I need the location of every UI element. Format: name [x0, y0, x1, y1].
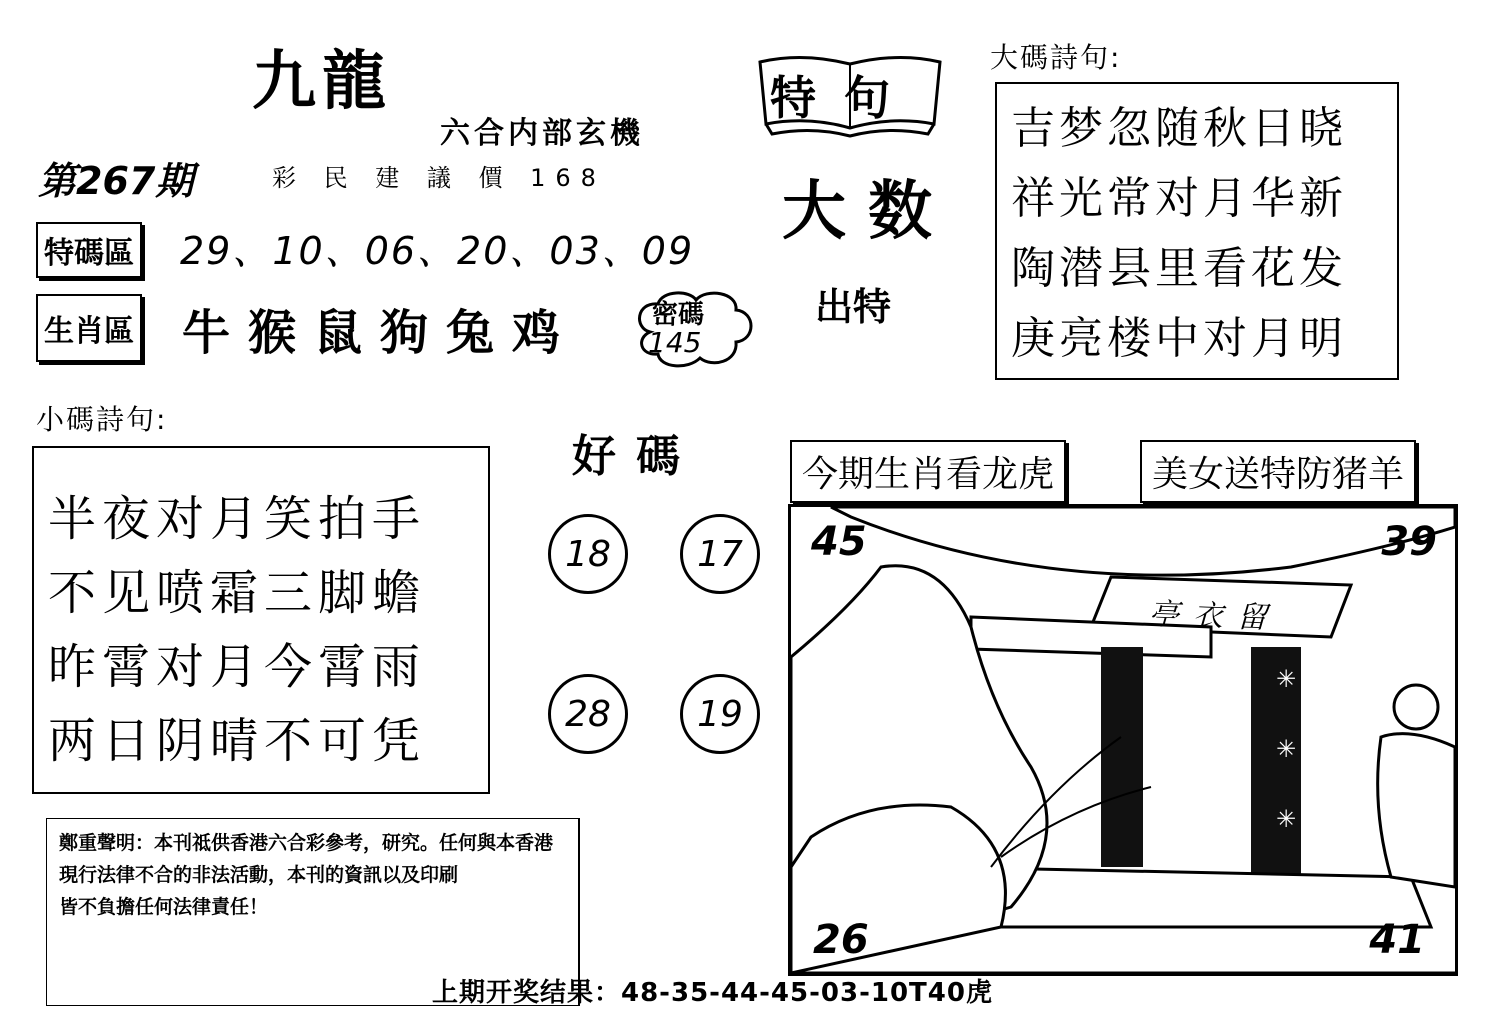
big-poem-line: 吉梦忽随秋日晓 [1011, 103, 1347, 154]
big-poem-title: 大碼詩句: [990, 41, 1122, 74]
good-number-circle: 18 [548, 514, 628, 594]
special-phrase-small: 出特 [815, 285, 892, 329]
good-number-circle: 19 [680, 674, 760, 754]
small-poem-line: 半夜对月笑拍手 [48, 491, 427, 547]
special-zone-label: 特碼區 [36, 222, 142, 278]
pavilion-illustration [788, 504, 1458, 976]
special-phrase-book [752, 52, 948, 138]
last-result: 上期开奖结果：48-35-44-45-03-10T40虎 [432, 978, 993, 1008]
secret-code-value: 145 [648, 326, 702, 359]
secret-code-cloud [630, 288, 758, 370]
zodiac-values: 牛猴鼠狗兔鸡 [182, 305, 579, 361]
svg-text:✳: ✳ [1276, 805, 1297, 833]
small-poem-box [32, 446, 490, 794]
small-poem-line: 昨霄对月今霄雨 [48, 639, 427, 695]
big-poem-box [995, 82, 1399, 380]
good-numbers-label: 好碼 [572, 431, 700, 482]
corner-number-top-left: 45 [811, 519, 867, 565]
big-poem-line: 庚亮楼中对月明 [1011, 313, 1347, 364]
big-poem-line: 祥光常对月华新 [1011, 173, 1347, 224]
zodiac-tip-tag: 今期生肖看龙虎 [790, 440, 1066, 503]
pavilion-sign-text: 亭衣留 [1148, 596, 1282, 637]
big-poem-line: 陶潜县里看花发 [1011, 243, 1347, 294]
small-poem-title: 小碼詩句: [36, 403, 168, 436]
legal-notice-line: 鄭重聲明：本刊祗供香港六合彩參考，研究。任何與本香港 [59, 832, 554, 854]
special-phrase-big: 大数 [782, 175, 954, 249]
good-number-circle: 17 [680, 514, 760, 594]
legal-notice-line: 現行法律不合的非法活動，本刊的資訊以及印刷 [59, 864, 459, 886]
zodiac-zone-label: 生肖區 [36, 294, 142, 362]
publication-title: 九龍 [252, 45, 392, 119]
special-phrase-label: 特句 [770, 71, 918, 125]
secret-code-label: 密碼 [652, 300, 705, 330]
issue-number: 第267期 [38, 159, 194, 203]
special-tip-tag: 美女送特防猪羊 [1140, 440, 1416, 503]
corner-number-top-right: 39 [1381, 519, 1437, 565]
corner-number-bottom-right: 41 [1369, 917, 1425, 963]
svg-text:✳: ✳ [1276, 665, 1297, 693]
special-numbers: 29、10、06、20、03、09 [180, 229, 695, 273]
good-number-circle: 28 [548, 674, 628, 754]
corner-number-bottom-left: 26 [813, 917, 869, 963]
small-poem-line: 不见喷霜三脚蟾 [48, 565, 427, 621]
suggested-price: 彩 民 建 議 價 168 [272, 164, 606, 192]
pavilion-scene-icon [791, 507, 1455, 973]
publication-subtitle: 六合内部玄機 [440, 116, 644, 151]
small-poem-line: 两日阴晴不可凭 [48, 713, 427, 769]
svg-text:✳: ✳ [1276, 735, 1297, 763]
legal-notice-line: 皆不負擔任何法律責任！ [59, 896, 269, 918]
